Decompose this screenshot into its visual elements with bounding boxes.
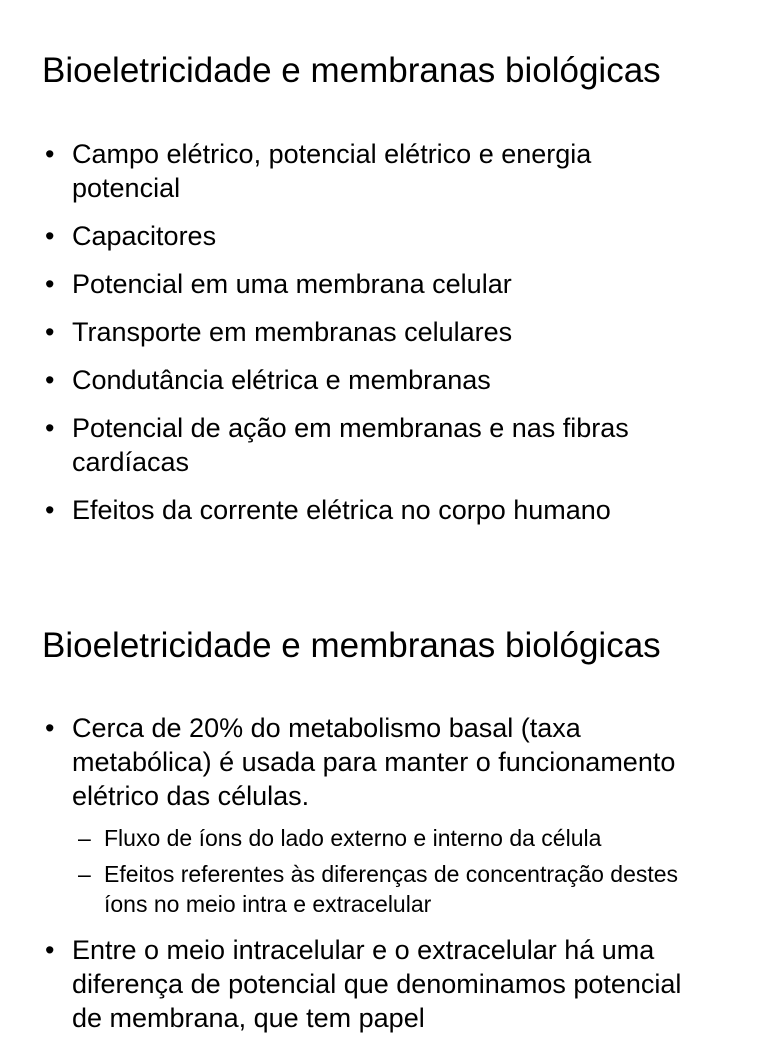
bullet-text: Potencial de ação em membranas e nas fibras cardíacas xyxy=(72,413,629,477)
bullet-icon: • xyxy=(45,221,55,251)
slide-title: Bioeletricidade e membranas biológicas xyxy=(42,51,661,90)
bullet-text: Cerca de 20% do metabolismo basal (taxa metabólica) é usada para manter o funcionamento elétrico das células. xyxy=(72,713,676,811)
dash-icon: – xyxy=(78,825,91,851)
sub-bullet-list xyxy=(72,823,682,919)
slide-title: Bioeletricidade e membranas biológicas xyxy=(42,626,661,665)
bullet-icon: • xyxy=(45,935,55,965)
bullet-text: Entre o meio intracelular e o extracelular há uma diferença de potencial que denominamos potencial de membrana, que tem papel xyxy=(72,935,682,1033)
bullet-icon: • xyxy=(45,365,55,395)
bullet-icon: • xyxy=(45,413,55,443)
list-item xyxy=(0,267,682,301)
bullet-text: Efeitos da corrente elétrica no corpo humano xyxy=(72,495,611,525)
list-item xyxy=(0,933,682,1035)
sub-bullet-text: Efeitos referentes às diferenças de concentração destes íons no meio intra e extracelular xyxy=(104,861,679,917)
list-item xyxy=(0,411,682,479)
list-item xyxy=(0,137,682,205)
bullet-icon: • xyxy=(45,317,55,347)
bullet-icon: • xyxy=(45,495,55,525)
list-item xyxy=(0,493,682,527)
bullet-icon: • xyxy=(45,139,55,169)
list-item xyxy=(0,315,682,349)
bullet-text: Condutância elétrica e membranas xyxy=(72,365,491,395)
bullet-list xyxy=(0,137,682,541)
bullet-icon: • xyxy=(45,713,55,743)
sub-bullet-text: Fluxo de íons do lado externo e interno da célula xyxy=(104,825,602,851)
list-item xyxy=(0,363,682,397)
bullet-text: Potencial em uma membrana celular xyxy=(72,269,512,299)
dash-icon: – xyxy=(78,861,91,887)
bullet-text: Capacitores xyxy=(72,221,217,251)
slide-2 xyxy=(0,576,768,1033)
list-item xyxy=(0,219,682,253)
list-item xyxy=(0,711,682,919)
bullet-text: Transporte em membranas celulares xyxy=(72,317,513,347)
sub-list-item xyxy=(72,859,704,919)
bullet-text: Campo elétrico, potencial elétrico e energia potencial xyxy=(72,139,592,203)
bullet-icon: • xyxy=(45,269,55,299)
sub-list-item xyxy=(72,823,704,853)
bullet-list xyxy=(0,711,682,1049)
